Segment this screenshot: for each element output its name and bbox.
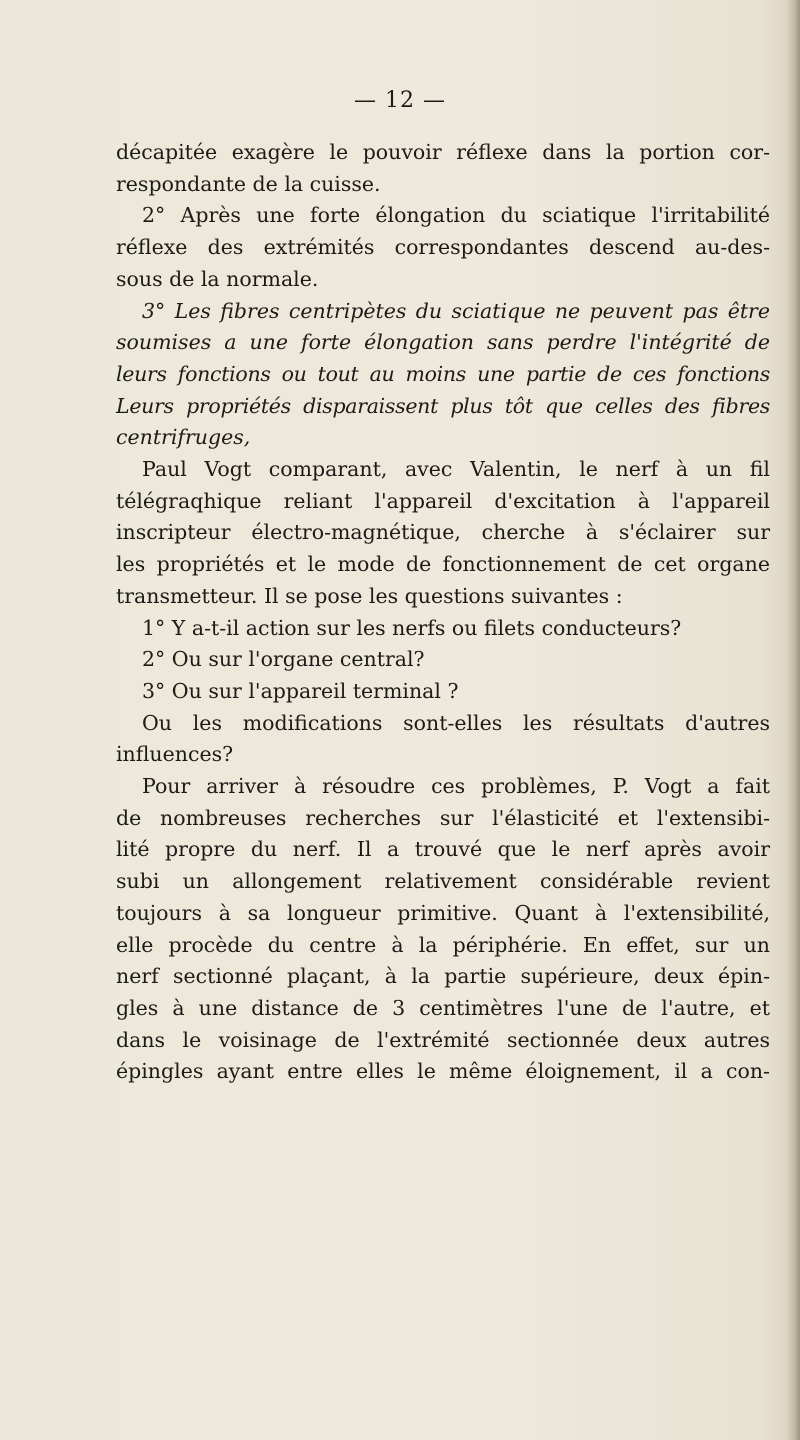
text-line: décapitée exagère le pouvoir réflexe dans la portion cor- [116,140,770,164]
page-edge-shadow [786,0,800,1440]
text-line: leurs fonctions ou tout au moins une partie de ces fonctions [116,361,770,386]
text-line: inscripteur électro-magnétique, cherche à s'éclairer sur [116,520,770,545]
text-line: épingles ayant entre elles le même éloignement, il a con- [116,1059,770,1084]
body-text [116,137,770,1088]
text-line: gles à une distance de 3 centimètres l'une de l'autre, et [116,995,770,1020]
text-line: télégraqhique reliant l'appareil d'excitation à l'appareil [116,488,770,513]
text-line: influences? [116,742,234,767]
text-line: respondante de la cuisse. [116,171,381,196]
text-line: lité propre du nerf. Il a trouvé que le nerf après avoir [116,837,770,862]
text-line: les propriétés et le mode de fonctionnement de cet organe [116,552,770,577]
text-line: centrifruges, [116,425,251,450]
text-line: 3° Ou sur l'appareil terminal ? [142,678,459,703]
text-line: elle procède du centre à la périphérie. En effet, sur un [116,932,770,957]
text-line: de nombreuses recherches sur l'élasticité et l'extensibi- [116,805,770,830]
text-line: Paul Vogt comparant, avec Valentin, le nerf à un fil [142,457,770,482]
text-line: 3° Les fibres centripètes du sciatique ne peuvent pas être [142,298,770,323]
text-line: 2° Ou sur l'organe central? [142,647,425,672]
text-line: Pour arriver à résoudre ces problèmes, P. Vogt a fait [142,774,770,799]
text-line: toujours à sa longueur primitive. Quant à l'extensibilité, [116,900,770,925]
text-line: soumises a une forte élongation sans perdre l'intégrité de [116,330,770,355]
text-line: Ou les modifications sont-elles les résultats d'autres [142,710,770,735]
text-line: 1° Y a-t-il action sur les nerfs ou filets conducteurs? [142,615,682,640]
text-line: transmetteur. Il se pose les questions suivantes : [116,583,623,608]
text-line: nerf sectionné plaçant, à la partie supérieure, deux épin- [116,964,770,989]
text-line: subi un allongement relativement considérable revient [116,869,770,894]
text-line: Leurs propriétés disparaissent plus tôt que celles des fibres [116,393,770,418]
text-line: 2° Après une forte élongation du sciatique l'irritabilité [142,203,770,228]
text-line: réflexe des extrémités correspondantes descend au-des- [116,235,770,260]
text-line: dans le voisinage de l'extrémité sectionnée deux autres [116,1027,770,1052]
text-line: sous de la normale. [116,266,319,291]
page-number: — 12 — [354,88,446,113]
